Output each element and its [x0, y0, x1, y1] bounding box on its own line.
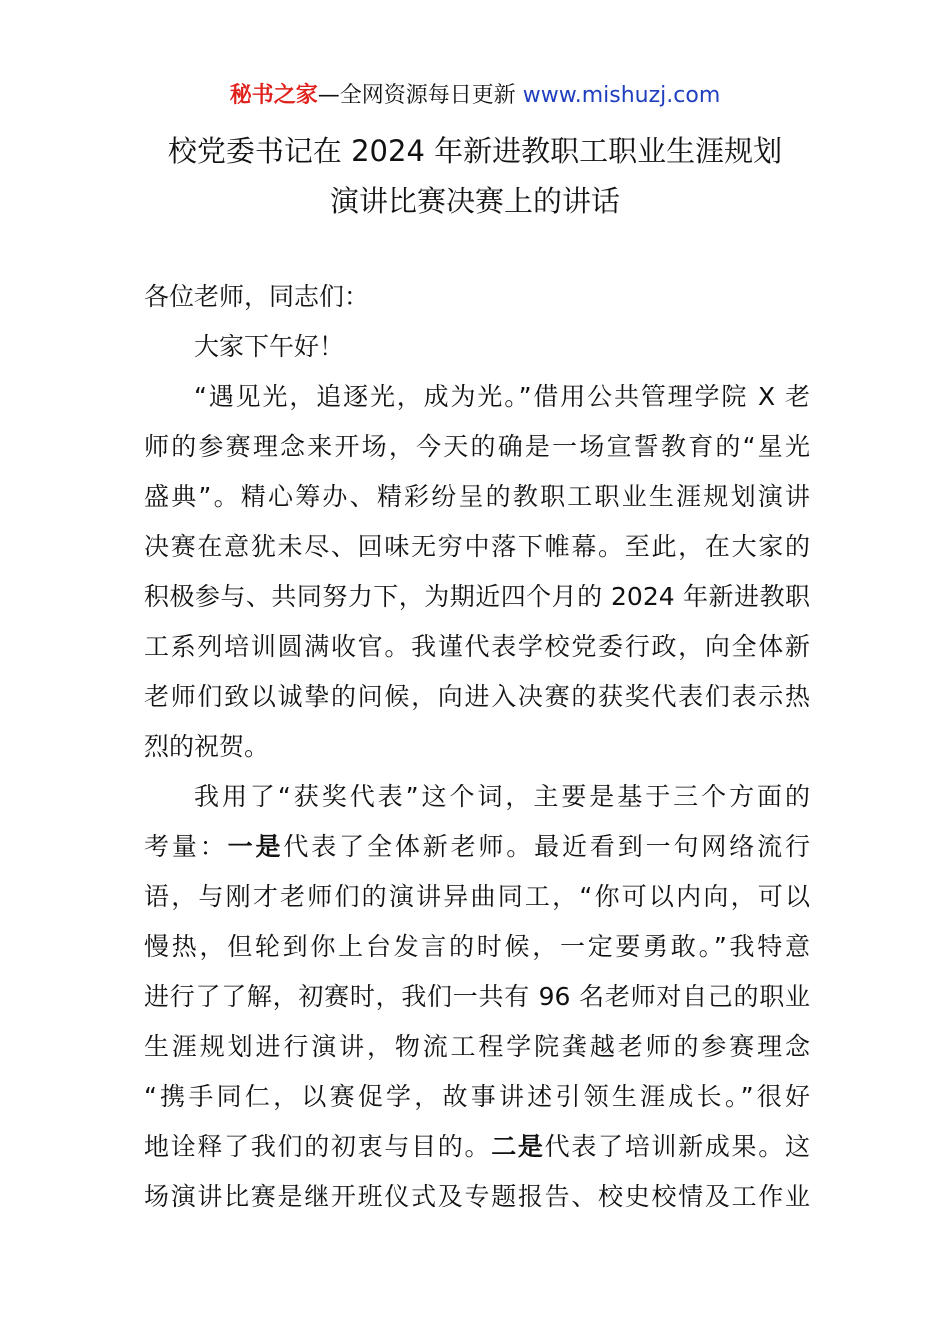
paragraph-1-line: 积极参与、共同努力下，为期近四个月的 2024 年新进教职 [144, 582, 810, 611]
paragraph-2-line: 我用了“获奖代表”这个词，主要是基于三个方面的 [194, 782, 810, 811]
text-run: 考量： [144, 832, 228, 861]
paragraph-1-line: 决赛在意犹未尽、回味无穷中落下帷幕。至此，在大家的 [144, 532, 810, 561]
paragraph-1-line: 师的参赛理念来开场，今天的确是一场宣誓教育的“星光 [144, 432, 810, 461]
paragraph-2-line: 场演讲比赛是继开班仪式及专题报告、校史校情及工作业 [144, 1182, 810, 1211]
paragraph-1-line: 烈的祝贺。 [144, 732, 270, 761]
paragraph-2-line [144, 822, 810, 872]
paragraph-2-line: “携手同仁，以赛促学，故事讲述引领生涯成长。”很好 [144, 1082, 810, 1111]
paragraph-2-line: 生涯规划进行演讲，物流工程学院龚越老师的参赛理念 [144, 1032, 810, 1061]
site-brand: 秘书之家 [229, 83, 318, 108]
paragraph-1-line: “遇见光，追逐光，成为光。”借用公共管理学院 X 老 [194, 382, 810, 411]
site-header [0, 80, 950, 112]
site-url-link[interactable]: www.mishuzj.com [522, 83, 721, 108]
paragraph-1-line: 盛典”。精心筹办、精彩纷呈的教职工职业生涯规划演讲 [144, 482, 810, 511]
text-run: 代表了全体新老师。最近看到一句网络流行 [283, 832, 810, 861]
title-line-2: 演讲比赛决赛上的讲话 [329, 184, 620, 218]
text-run: 地诠释了我们的初衷与目的。 [144, 1132, 492, 1161]
paragraph-2-line: 语，与刚才老师们的演讲异曲同工，“你可以内向，可以 [144, 882, 810, 911]
paragraph-1-line: 老师们致以诚挚的问候，向进入决赛的获奖代表们表示热 [144, 682, 810, 711]
paragraph-2-line: 慢热，但轮到你上台发言的时候，一定要勇敢。”我特意 [144, 932, 810, 961]
salutation: 各位老师，同志们： [144, 282, 370, 311]
text-run: 代表了培训新成果。这 [544, 1132, 810, 1161]
document-title [0, 126, 950, 226]
paragraph-2-line [144, 1122, 810, 1172]
speech-body [144, 272, 810, 1222]
paragraph-1-line: 工系列培训圆满收官。我谨代表学校党委行政，向全体新 [144, 632, 810, 661]
bold-point-two: 二是 [491, 1132, 545, 1161]
bold-point-one: 一是 [227, 832, 284, 861]
site-tagline: —全网资源每日更新 [317, 83, 516, 108]
greeting: 大家下午好！ [194, 332, 345, 361]
paragraph-2-line: 进行了了解，初赛时，我们一共有 96 名老师对自己的职业 [144, 982, 810, 1011]
title-line-1: 校党委书记在 2024 年新进教职工职业生涯规划 [167, 134, 783, 168]
